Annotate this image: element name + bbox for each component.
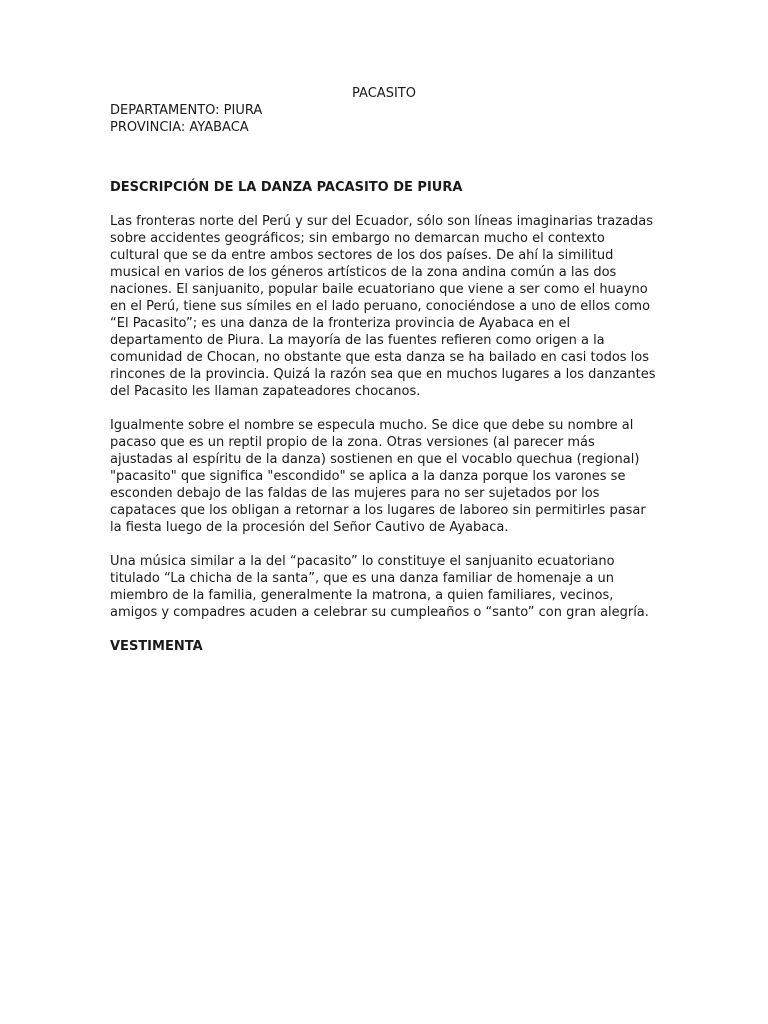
paragraph-1: Las fronteras norte del Perú y sur del Ecuador, sólo son líneas imaginarias trazadas sobre accidentes geográficos; sin embargo no demarcan mucho el contexto cultural que se da entre ambos sectores de los dos países. De ahí la similitud musical en varios de los géneros artísticos de la zona andina común a las dos naciones. El sanjuanito, popular baile ecuatoriano que viene a ser como el huayno en el Perú, tiene sus símiles en el lado peruano, conociéndose a uno de ellos como “El Pacasito”; es una danza de la fronteriza provincia de Ayabaca en el departamento de Piura. La mayoría de las fuentes refieren como origen a la comunidad de Chocan, no obstante que esta danza se ha bailado en casi todos los rincones de la provincia. Quizá la razón sea que en muchos lugares a los danzantes del Pacasito les llaman zapateadores chocanos.: [110, 214, 656, 399]
spacer: [110, 400, 658, 417]
spacer: [110, 536, 658, 553]
section-heading-vestimenta: VESTIMENTA: [110, 639, 203, 654]
paragraph-3: Una música similar a la del “pacasito” lo constituye el sanjuanito ecuatoriano titulado “La chicha de la santa”, que es una danza familiar de homenaje a un miembro de la familia, generalmente la matrona, a quien familiares, vecinos, amigos y compadres acuden a celebrar su cumpleaños o “santo” con gran alegría.: [110, 554, 649, 620]
section-heading-descripcion: DESCRIPCIÓN DE LA DANZA PACASITO DE PIURA: [110, 180, 463, 195]
departamento-line: DEPARTAMENTO: PIURA: [110, 103, 263, 118]
document-page: [110, 85, 658, 655]
spacer: [110, 136, 658, 179]
spacer: [110, 621, 658, 638]
provincia-line: PROVINCIA: AYABACA: [110, 120, 249, 135]
paragraph-2: Igualmente sobre el nombre se especula mucho. Se dice que debe su nombre al pacaso que es un reptil propio de la zona. Otras versiones (al parecer más ajustadas al espíritu de la danza) sostienen en que el vocablo quechua (regional) "pacasito" que significa "escondido" se aplica a la danza porque los varones se esconden debajo de las faldas de las mujeres para no ser sujetados por los capataces que los obligan a retornar a los lugares de laboreo sin permitirles pasar la fiesta luego de la procesión del Señor Cautivo de Ayabaca.: [110, 418, 646, 535]
spacer: [110, 196, 658, 213]
document-title: PACASITO: [352, 86, 416, 101]
